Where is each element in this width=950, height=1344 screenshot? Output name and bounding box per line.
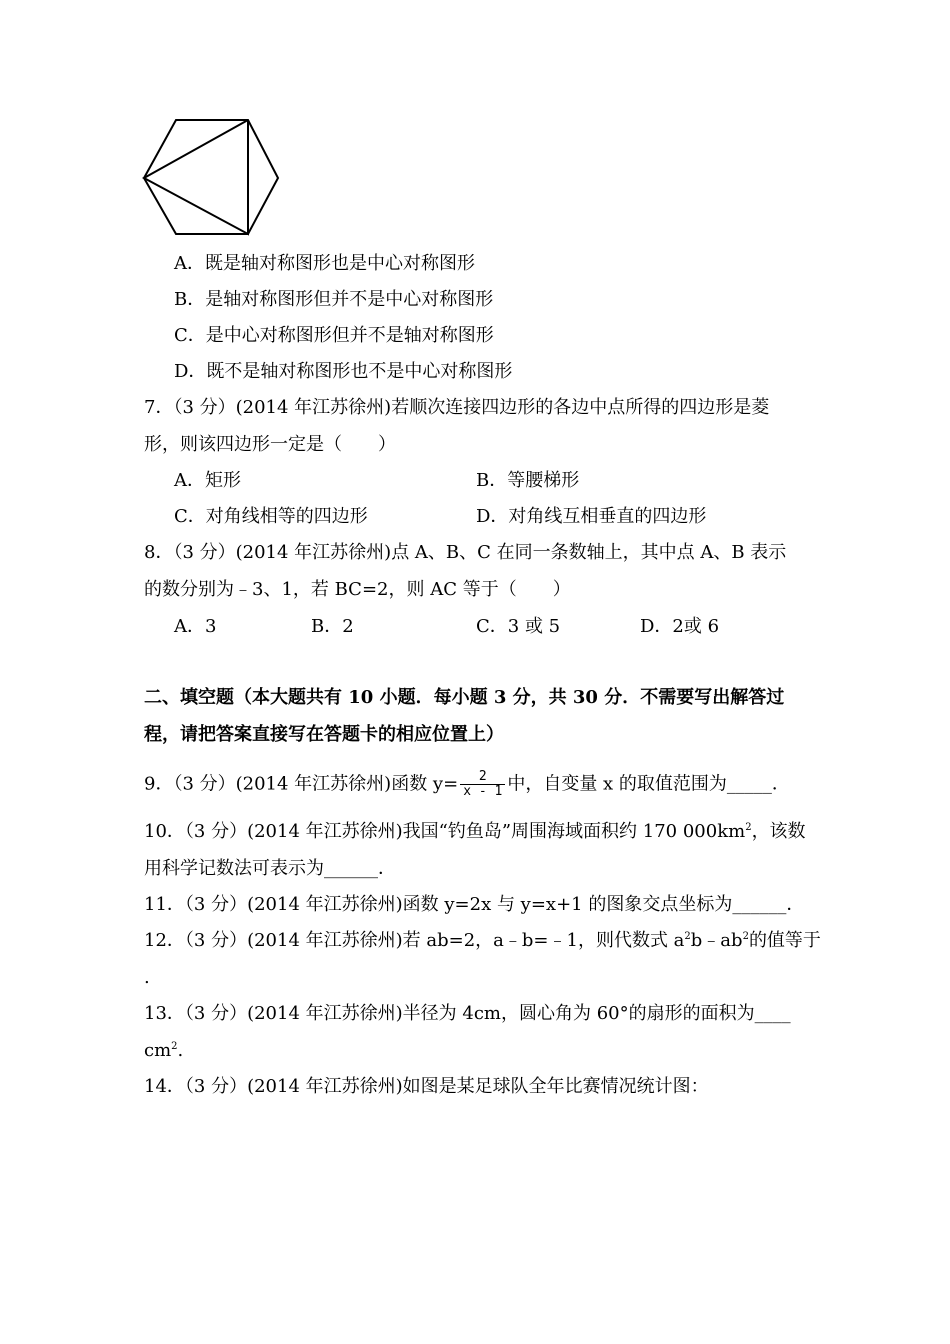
q9-prefix: 9．（3 分）(2014 年江苏徐州)函数 y=	[144, 773, 459, 795]
hexagon-figure	[140, 116, 282, 236]
q13-superscript: 2	[171, 1041, 178, 1052]
q6-option-a: A．既是轴对称图形也是中心对称图形	[174, 253, 475, 274]
q14-stem: 14．（3 分）(2014 年江苏徐州)如图是某足球队全年比赛情况统计图：	[144, 1076, 709, 1097]
q12-sup2: 2	[742, 931, 749, 942]
q9-fraction-numerator: 2	[460, 770, 505, 785]
hexagon-outline	[144, 120, 278, 234]
q12-sup1: 2	[684, 931, 691, 942]
q9-fraction	[460, 770, 505, 799]
q7-stem-line1: 7．（3 分）(2014 年江苏徐州)若顺次连接四边形的各边中点所得的四边形是菱	[144, 397, 770, 418]
q11-stem: 11．（3 分）(2014 年江苏徐州)函数 y=2x 与 y=x+1 的图象交点坐标为______．	[144, 894, 805, 915]
q10-line1-pre: 10．（3 分）(2014 年江苏徐州)我国“钓鱼岛”周围海域面积约 170 000km	[144, 821, 746, 842]
q7-stem-line2: 形，则该四边形一定是（ ）	[144, 434, 396, 455]
q13-unit: cm	[144, 1040, 172, 1061]
q6-option-d: D．既不是轴对称图形也不是中心对称图形	[174, 361, 513, 382]
q13-stem-line1: 13．（3 分）(2014 年江苏徐州)半径为 4cm，圆心角为 60°的扇形的面积为____	[144, 1003, 791, 1024]
q10-stem-line2: 用科学记数法可表示为______．	[144, 858, 396, 879]
q12-stem-line1	[144, 929, 821, 953]
q8-stem-line1: 8．（3 分）(2014 年江苏徐州)点 A、B、C 在同一条数轴上，其中点 A、B 表示	[144, 542, 787, 563]
q12-stem-line2: .	[144, 967, 150, 988]
q12-part1: 12．（3 分）(2014 年江苏徐州)若 ab=2，a﹣b=﹣1，则代数式 a	[144, 930, 685, 951]
q9-suffix: 中，自变量 x 的取值范围为_____．	[507, 773, 790, 795]
q8-option-d: D．2或 6	[640, 616, 720, 637]
q10-stem-line1	[144, 820, 806, 844]
q10-line1-post: ，该数	[751, 821, 806, 842]
q8-option-b: B．2	[311, 616, 354, 637]
q9-fraction-denominator: x - 1	[463, 784, 503, 799]
q13-period: .	[177, 1040, 184, 1061]
q13-stem-line2	[144, 1039, 183, 1063]
q9-stem	[144, 770, 790, 799]
section2-heading-line2: 程，请把答案直接写在答题卡的相应位置上）	[144, 724, 504, 745]
section2-heading-line1: 二、填空题（本大题共有 10 小题．每小题 3 分，共 30 分．不需要写出解答过	[144, 687, 785, 708]
q8-option-a: A．3	[174, 616, 217, 637]
q7-option-a: A．矩形	[174, 470, 241, 491]
q7-option-d: D．对角线互相垂直的四边形	[476, 506, 707, 527]
q7-option-b: B．等腰梯形	[476, 470, 580, 491]
q6-option-b: B．是轴对称图形但并不是中心对称图形	[174, 289, 494, 310]
inscribed-triangle	[144, 120, 248, 234]
q12-part2: b﹣ab	[690, 930, 743, 951]
q12-part3: 的值等于	[748, 930, 821, 951]
q7-option-c: C．对角线相等的四边形	[174, 506, 368, 527]
q8-stem-line2: 的数分别为﹣3、1，若 BC=2，则 AC 等于（ ）	[144, 579, 571, 600]
q10-superscript: 2	[745, 822, 752, 833]
q6-option-c: C．是中心对称图形但并不是轴对称图形	[174, 325, 494, 346]
q8-option-c: C．3 或 5	[476, 616, 561, 637]
